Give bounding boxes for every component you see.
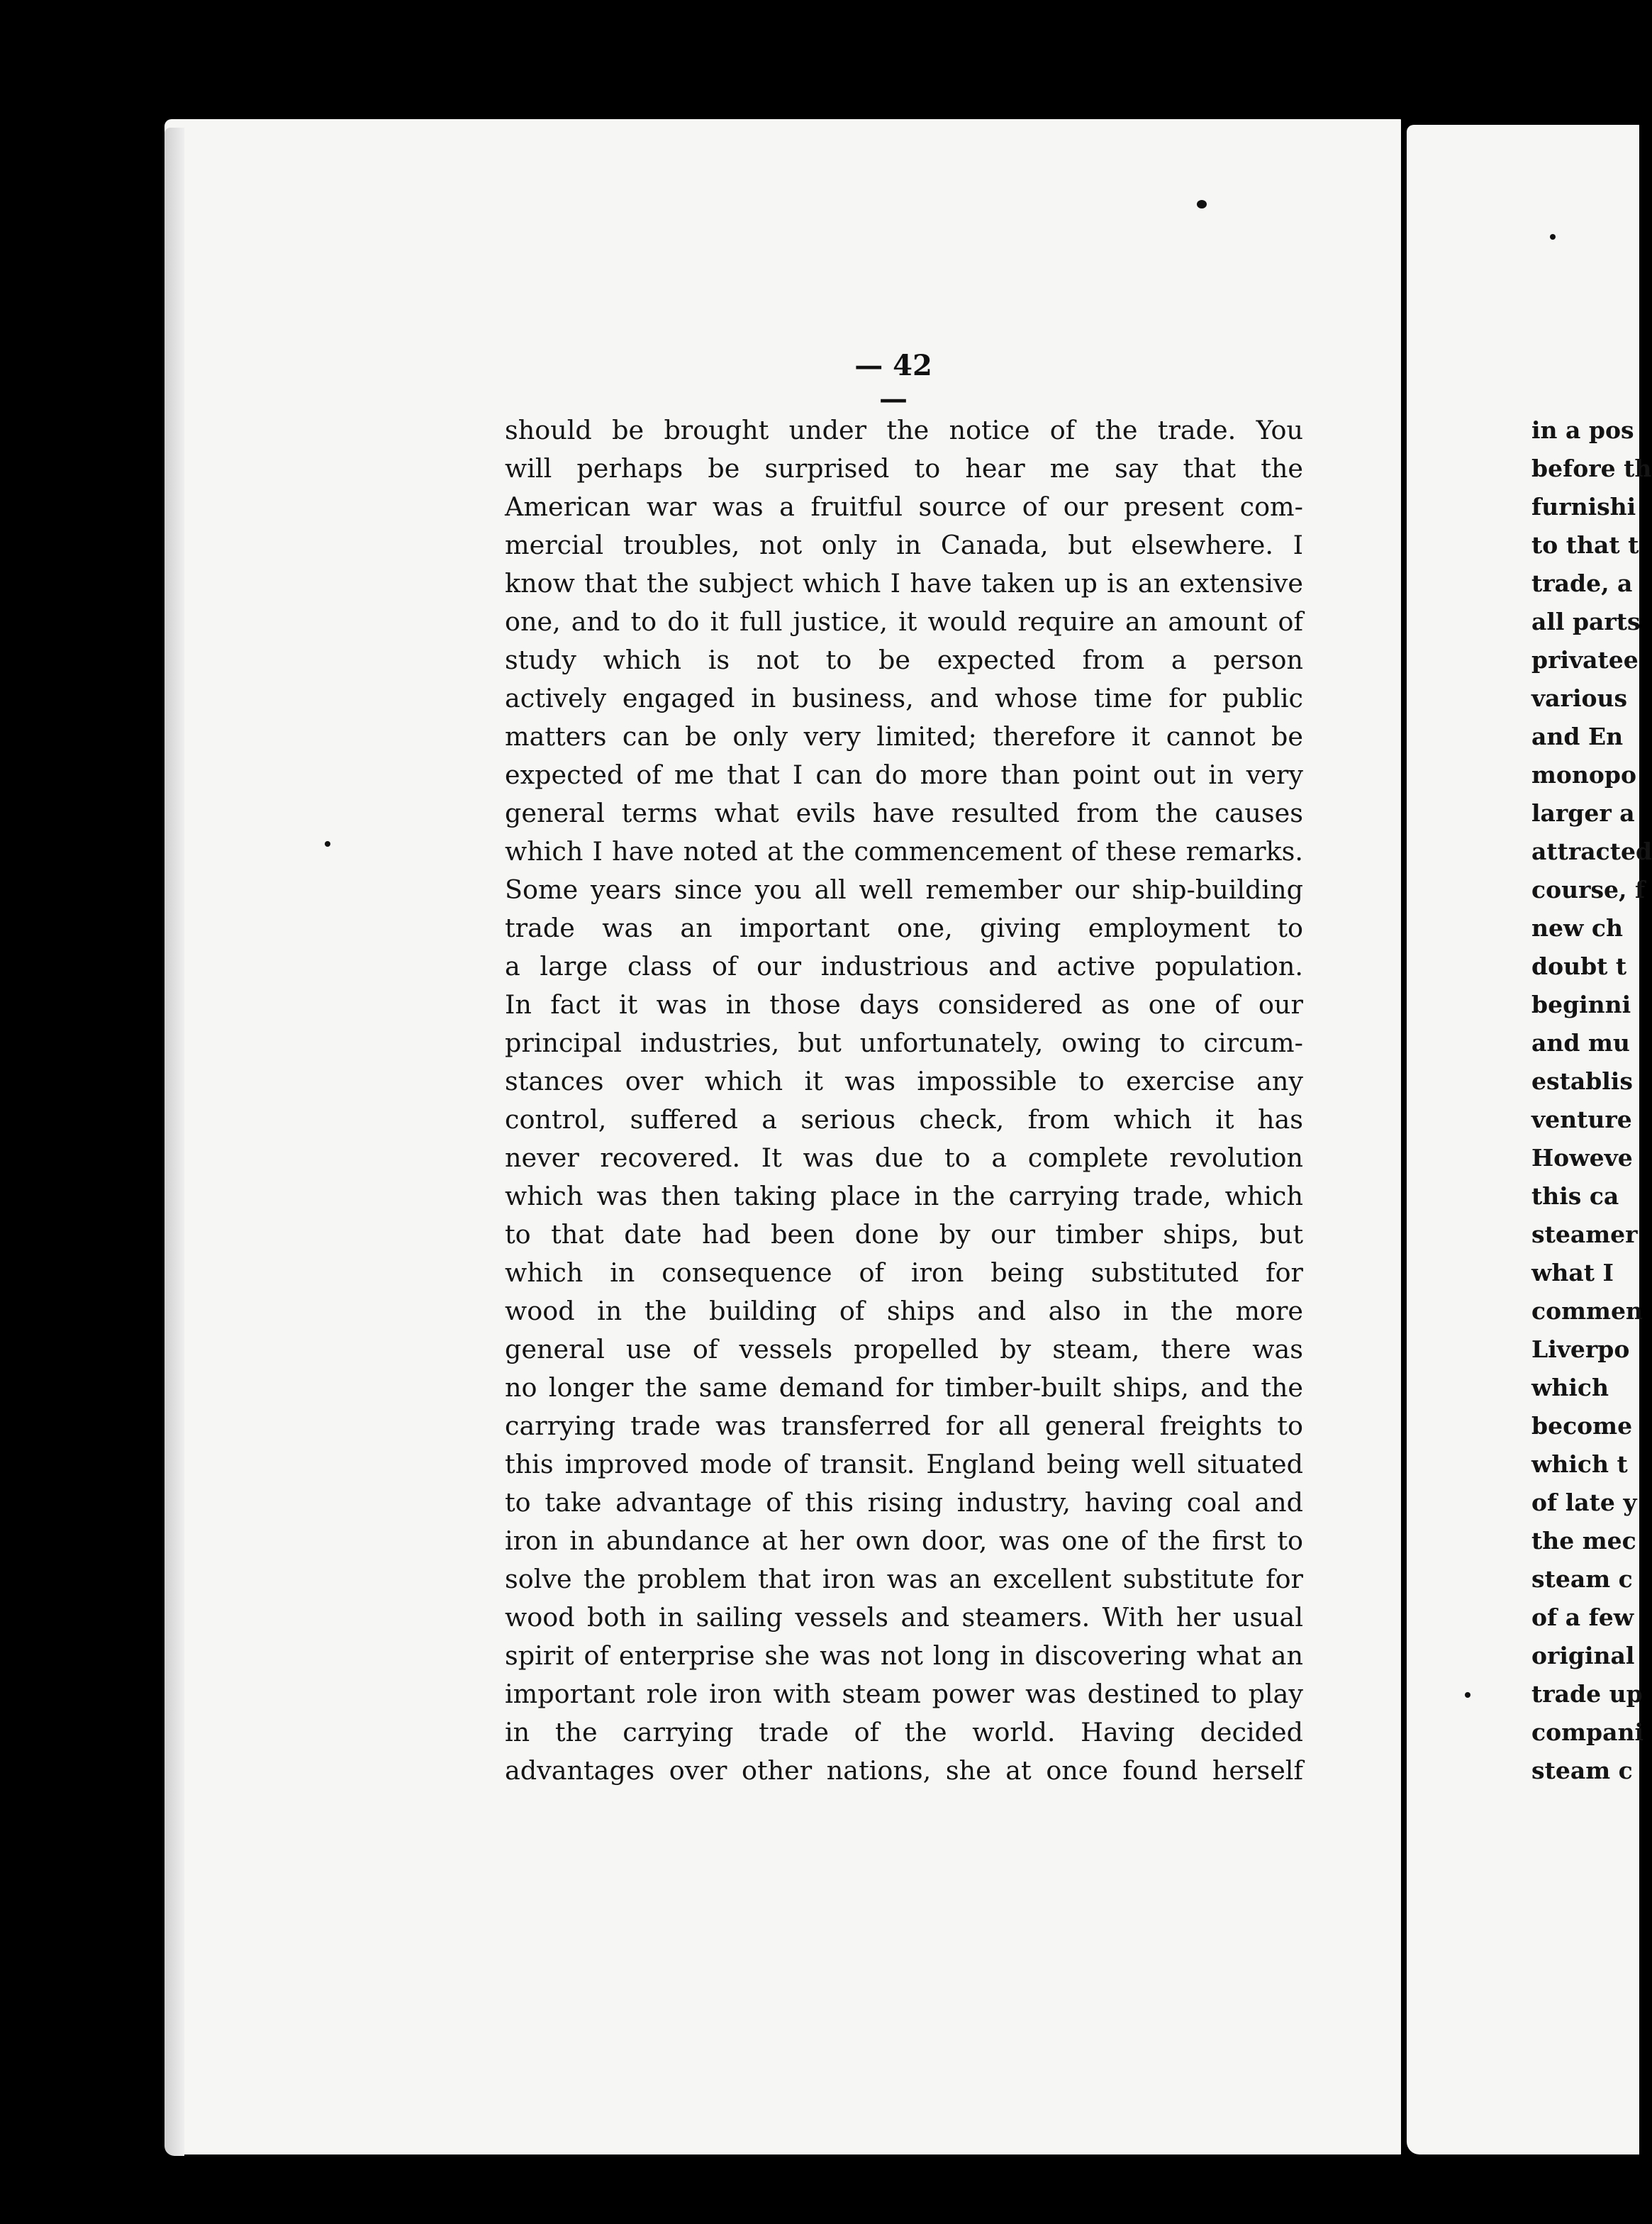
text-line: before th (1531, 455, 1652, 482)
text-line: commen (1531, 1297, 1643, 1325)
text-line: this ca (1531, 1182, 1619, 1210)
text-line: trade, a (1531, 569, 1633, 597)
ink-speck (1197, 200, 1207, 208)
text-line: which was then taking place in the carrying trade, which (505, 1181, 1303, 1211)
text-line: mercial troubles, not only in Canada, but elsewhere. I (505, 530, 1303, 560)
text-line: to that date had been done by our timber ships, but (505, 1219, 1303, 1250)
text-line: advantages over other nations, she at once found herself (505, 1755, 1303, 1786)
text-line: of a few (1531, 1603, 1634, 1631)
text-line: wood in the building of ships and also in the more (505, 1296, 1303, 1326)
text-line: iron in abundance at her own door, was one of the first to (505, 1525, 1303, 1556)
text-line: expected of me that I can do more than point out in very (505, 760, 1303, 790)
text-line: wood both in sailing vessels and steamers. With her usual (505, 1602, 1303, 1633)
right-page-text (1531, 411, 1652, 1790)
text-line: attracted (1531, 838, 1652, 865)
text-line: know that the subject which I have taken up is an extensive (505, 568, 1303, 599)
ink-speck (325, 841, 330, 847)
ink-speck (1465, 1692, 1470, 1698)
text-line: monopo (1531, 761, 1637, 789)
text-line: will perhaps be surprised to hear me say that the (505, 453, 1303, 484)
text-line: new ch (1531, 914, 1623, 942)
text-line: the mec (1531, 1527, 1636, 1555)
text-line: in the carrying trade of the world. Having decided (505, 1717, 1303, 1747)
text-line: steam c (1531, 1757, 1633, 1784)
text-line: spirit of enterprise she was not long in discovering what an (505, 1640, 1303, 1671)
text-line: Howeve (1531, 1144, 1633, 1172)
text-line: matters can be only very limited; therefore it cannot be (505, 721, 1303, 752)
text-line: what I (1531, 1259, 1614, 1286)
text-line: establis (1531, 1067, 1633, 1095)
text-line: stances over which it was impossible to exercise any (505, 1066, 1303, 1096)
body-text (505, 411, 1303, 1790)
text-line: become (1531, 1412, 1633, 1440)
text-line: of late y (1531, 1489, 1637, 1516)
text-line: general use of vessels propelled by steam, there was (505, 1334, 1303, 1364)
text-line: doubt t (1531, 952, 1627, 980)
text-line: furnishi (1531, 493, 1636, 521)
text-line: all parts (1531, 608, 1641, 635)
text-line: principal industries, but unfortunately, owing to circum- (505, 1028, 1303, 1058)
page-gutter (1401, 119, 1407, 2162)
text-line: important role iron with steam power was destined to play (505, 1679, 1303, 1709)
text-line: and En (1531, 723, 1624, 750)
text-line: compani (1531, 1718, 1644, 1746)
text-line: and mu (1531, 1029, 1630, 1057)
text-line: trade up (1531, 1680, 1643, 1708)
text-line: to that t (1531, 531, 1639, 559)
page-number: — 42 — (854, 349, 932, 416)
text-line: which I have noted at the commencement of these remarks. (505, 836, 1303, 867)
text-line: control, suffered a serious check, from which it has (505, 1104, 1303, 1135)
text-line: steam c (1531, 1565, 1633, 1593)
text-line: to take advantage of this rising industry, having coal and (505, 1487, 1303, 1518)
text-line: trade was an important one, giving employment to (505, 913, 1303, 943)
text-line: course, f (1531, 876, 1646, 903)
text-line: privatee (1531, 646, 1639, 674)
text-line: general terms what evils have resulted from the causes (505, 798, 1303, 828)
text-line: should be brought under the notice of the trade. You (505, 415, 1303, 445)
text-line: actively engaged in business, and whose time for public (505, 683, 1303, 713)
text-line: steamer (1531, 1221, 1638, 1248)
text-line: a large class of our industrious and active population. (505, 951, 1303, 982)
left-page-edge (164, 128, 184, 2156)
ink-speck (1550, 234, 1556, 240)
text-line: American war was a fruitful source of our present com- (505, 491, 1303, 522)
text-line: never recovered. It was due to a complete revolution (505, 1142, 1303, 1173)
text-line: In fact it was in those days considered as one of our (505, 989, 1303, 1020)
text-line: this improved mode of transit. England being well situated (505, 1449, 1303, 1479)
text-line: study which is not to be expected from a person (505, 645, 1303, 675)
text-line: venture (1531, 1106, 1632, 1133)
text-line: carrying trade was transferred for all general freights to (505, 1411, 1303, 1441)
text-line: no longer the same demand for timber-built ships, and the (505, 1372, 1303, 1403)
text-line: beginni (1531, 991, 1631, 1018)
text-line: one, and to do it full justice, it would require an amount of (505, 606, 1303, 637)
text-line: which in consequence of iron being substituted for (505, 1257, 1303, 1288)
text-line: in a pos (1531, 416, 1634, 444)
text-line: Liverpo (1531, 1335, 1630, 1363)
text-line: original (1531, 1642, 1635, 1669)
text-line: various (1531, 684, 1628, 712)
text-line: larger a (1531, 799, 1635, 827)
text-line: which (1531, 1374, 1609, 1401)
text-line: solve the problem that iron was an excellent substitute for (505, 1564, 1303, 1594)
text-line: which t (1531, 1450, 1628, 1478)
text-line: Some years since you all well remember our ship-building (505, 874, 1303, 905)
